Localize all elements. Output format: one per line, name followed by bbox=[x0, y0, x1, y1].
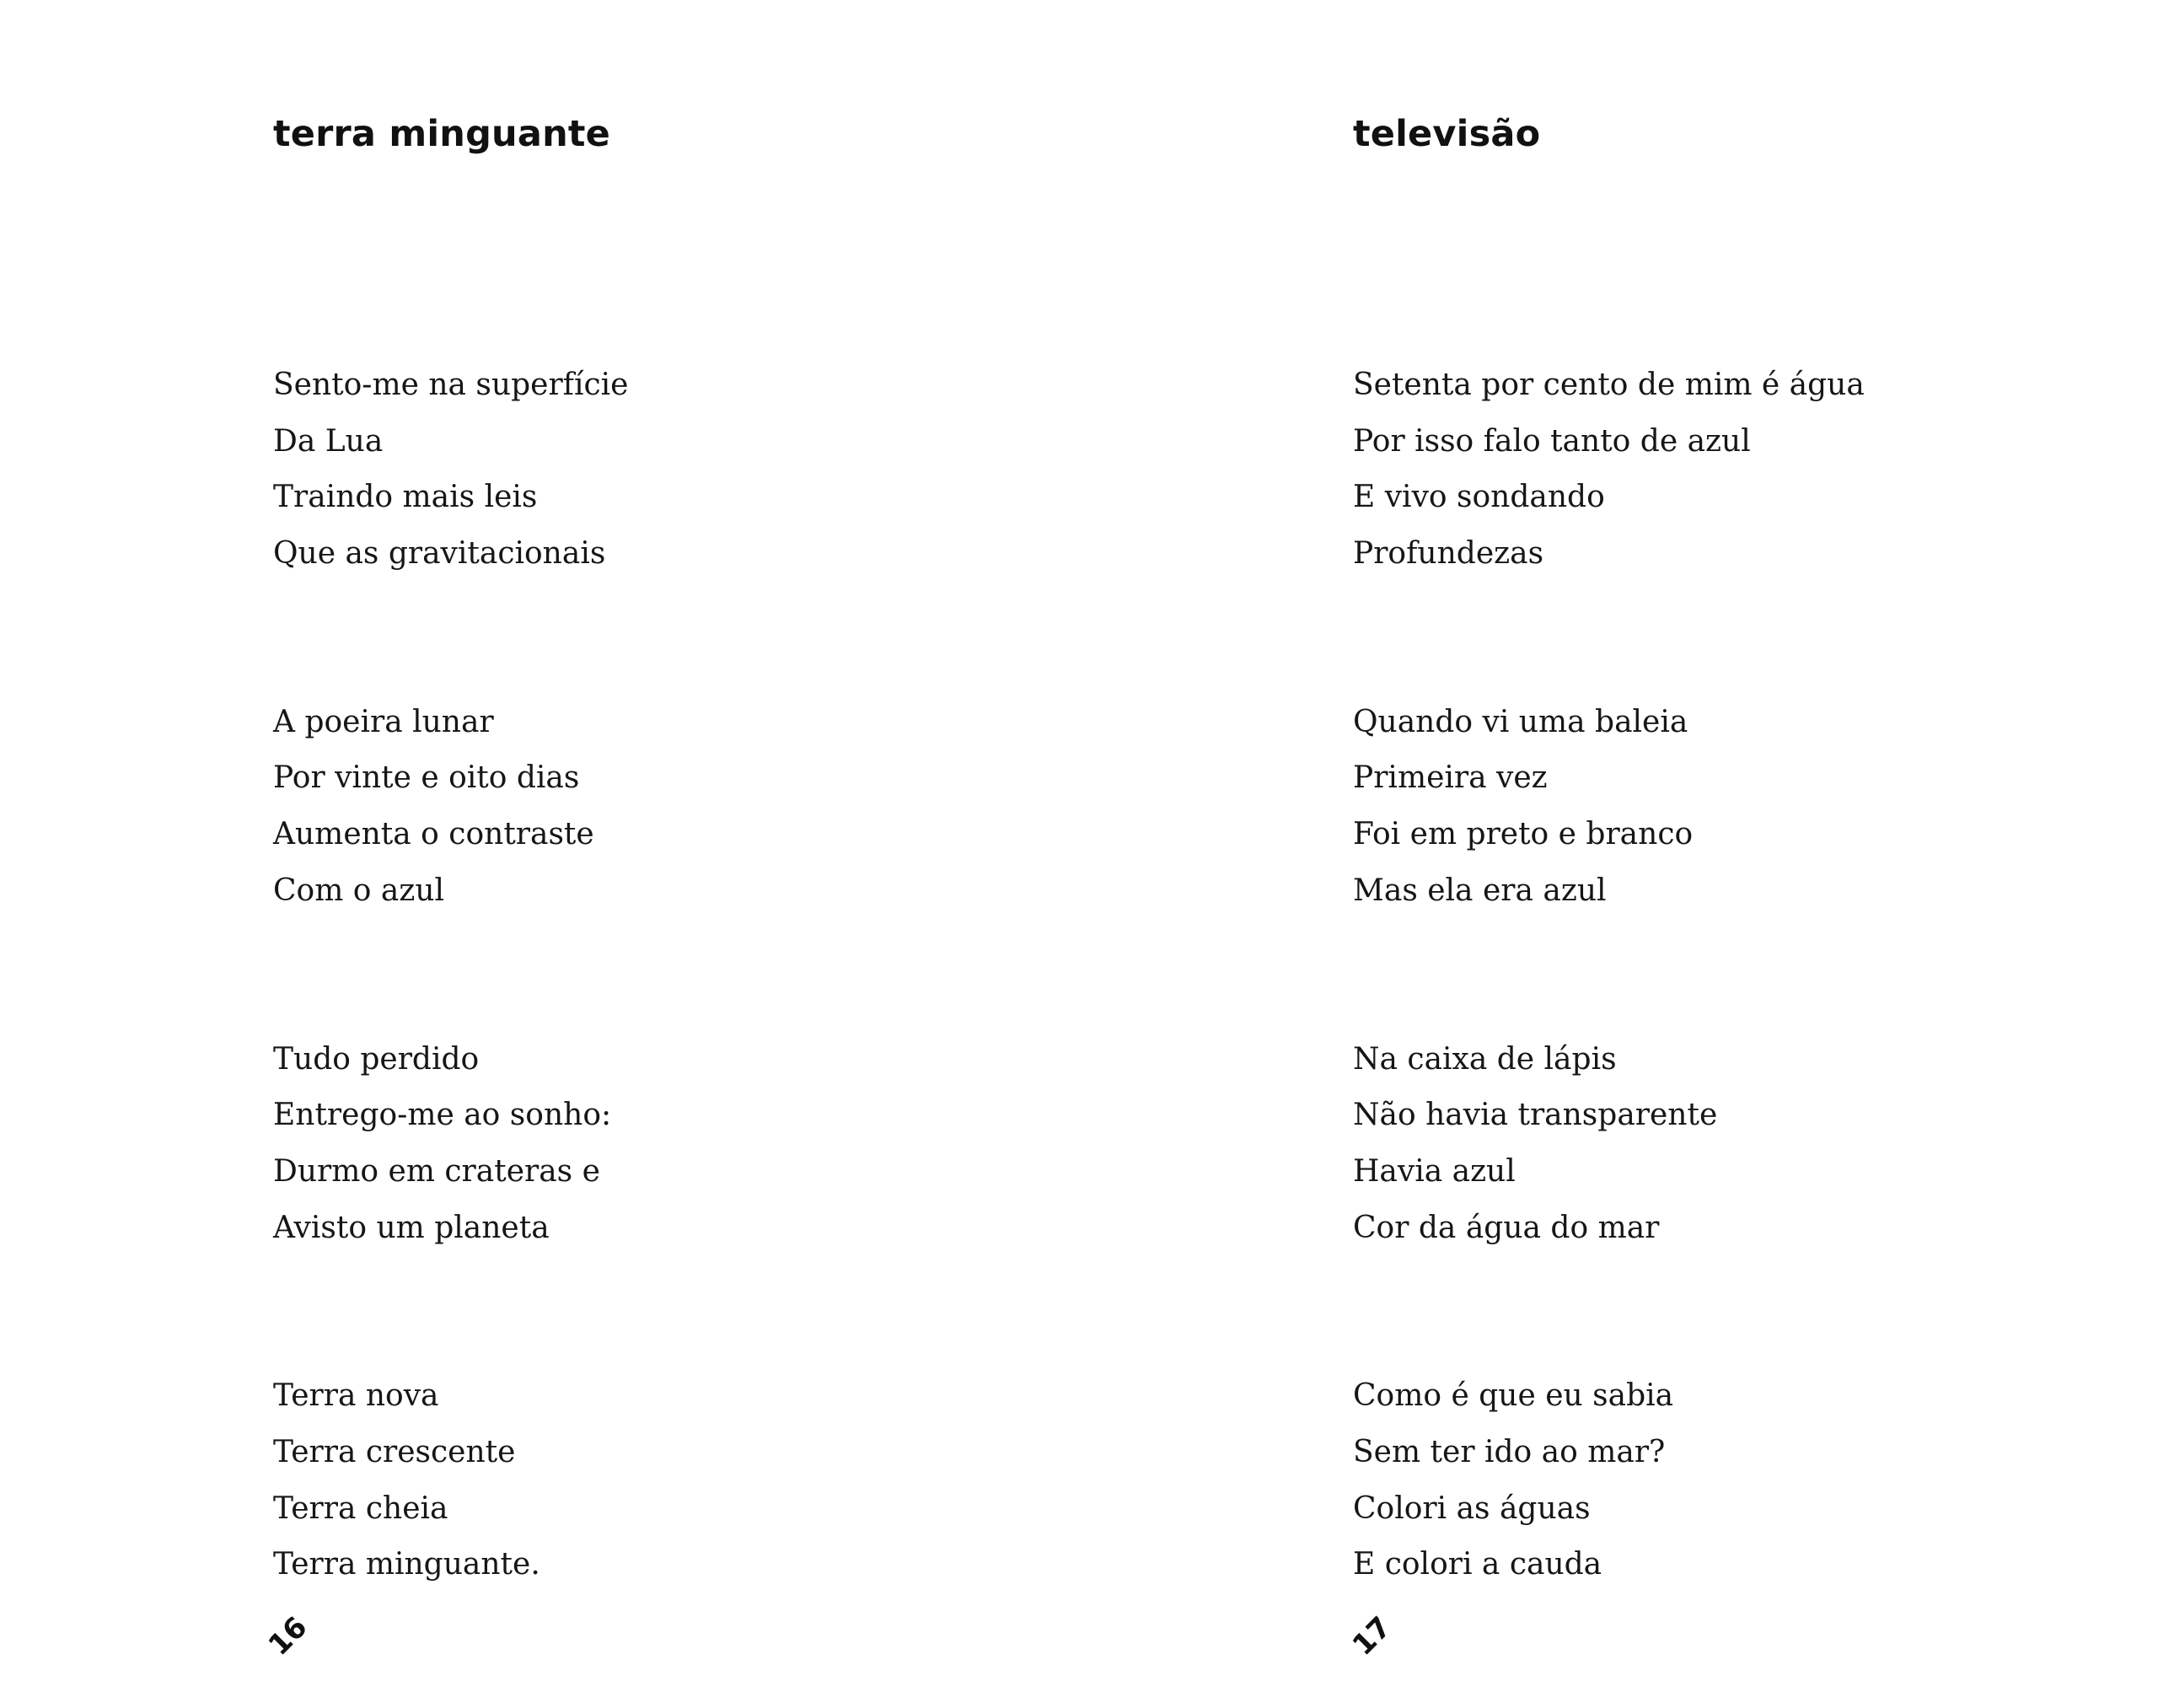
verse-line: Mas ela era azul bbox=[1353, 873, 1607, 908]
stanza bbox=[1353, 1032, 1865, 1257]
poem-title: televisão bbox=[1353, 113, 1541, 155]
verse-line: Terra nova bbox=[273, 1378, 439, 1414]
poem-title: terra minguante bbox=[273, 113, 611, 155]
poem-body bbox=[1353, 357, 1865, 1593]
verse-line: Colori as águas bbox=[1353, 1490, 1591, 1526]
verse-line: Profundezas bbox=[1353, 536, 1544, 572]
verse-line: Que as gravitacionais bbox=[273, 536, 606, 572]
stanza bbox=[273, 1032, 628, 1257]
verse-line: Aumenta o contraste bbox=[273, 817, 594, 852]
stanza bbox=[273, 1368, 628, 1593]
poem-body bbox=[273, 357, 628, 1593]
verse-line: Sem ter ido ao mar? bbox=[1353, 1434, 1666, 1469]
verse-line: Com o azul bbox=[273, 873, 445, 908]
verse-line: Setenta por cento de mim é água bbox=[1353, 368, 1865, 402]
verse-line: Terra crescente bbox=[273, 1434, 516, 1469]
page-number: 17 bbox=[1345, 1610, 1398, 1662]
verse-line: Tudo perdido bbox=[273, 1041, 480, 1077]
verse-line: Quando vi uma baleia bbox=[1353, 704, 1688, 739]
verse-line: Por isso falo tanto de azul bbox=[1353, 423, 1751, 459]
verse-line: Cor da água do mar bbox=[1353, 1210, 1660, 1245]
verse-line: Foi em preto e branco bbox=[1353, 817, 1694, 852]
verse-line: Terra cheia bbox=[273, 1490, 448, 1526]
verse-line: Havia azul bbox=[1353, 1153, 1516, 1189]
stanza bbox=[1353, 1368, 1865, 1593]
stanza bbox=[1353, 695, 1865, 920]
verse-line: Da Lua bbox=[273, 423, 384, 459]
verse-line: Por vinte e oito dias bbox=[273, 760, 580, 796]
page-number: 16 bbox=[261, 1610, 314, 1662]
verse-line: Entrego-me ao sonho: bbox=[273, 1098, 612, 1133]
verse-line: Não havia transparente bbox=[1353, 1098, 1718, 1133]
verse-line: Sento-me na superfície bbox=[273, 368, 629, 402]
right-page bbox=[1079, 0, 2158, 1708]
verse-line: A poeira lunar bbox=[273, 704, 494, 739]
verse-line: Avisto um planeta bbox=[273, 1210, 550, 1245]
verse-line: E colori a cauda bbox=[1353, 1547, 1602, 1582]
verse-line: Primeira vez bbox=[1353, 760, 1548, 796]
verse-line: Na caixa de lápis bbox=[1353, 1041, 1617, 1077]
stanza bbox=[273, 357, 628, 583]
stanza bbox=[1353, 357, 1865, 583]
verse-line: Terra minguante. bbox=[273, 1547, 540, 1582]
verse-line: Traindo mais leis bbox=[273, 480, 538, 515]
verse-line: Durmo em crateras e bbox=[273, 1153, 600, 1189]
stanza bbox=[273, 695, 628, 920]
verse-line: Como é que eu sabia bbox=[1353, 1378, 1674, 1414]
verse-line: E vivo sondando bbox=[1353, 480, 1605, 515]
